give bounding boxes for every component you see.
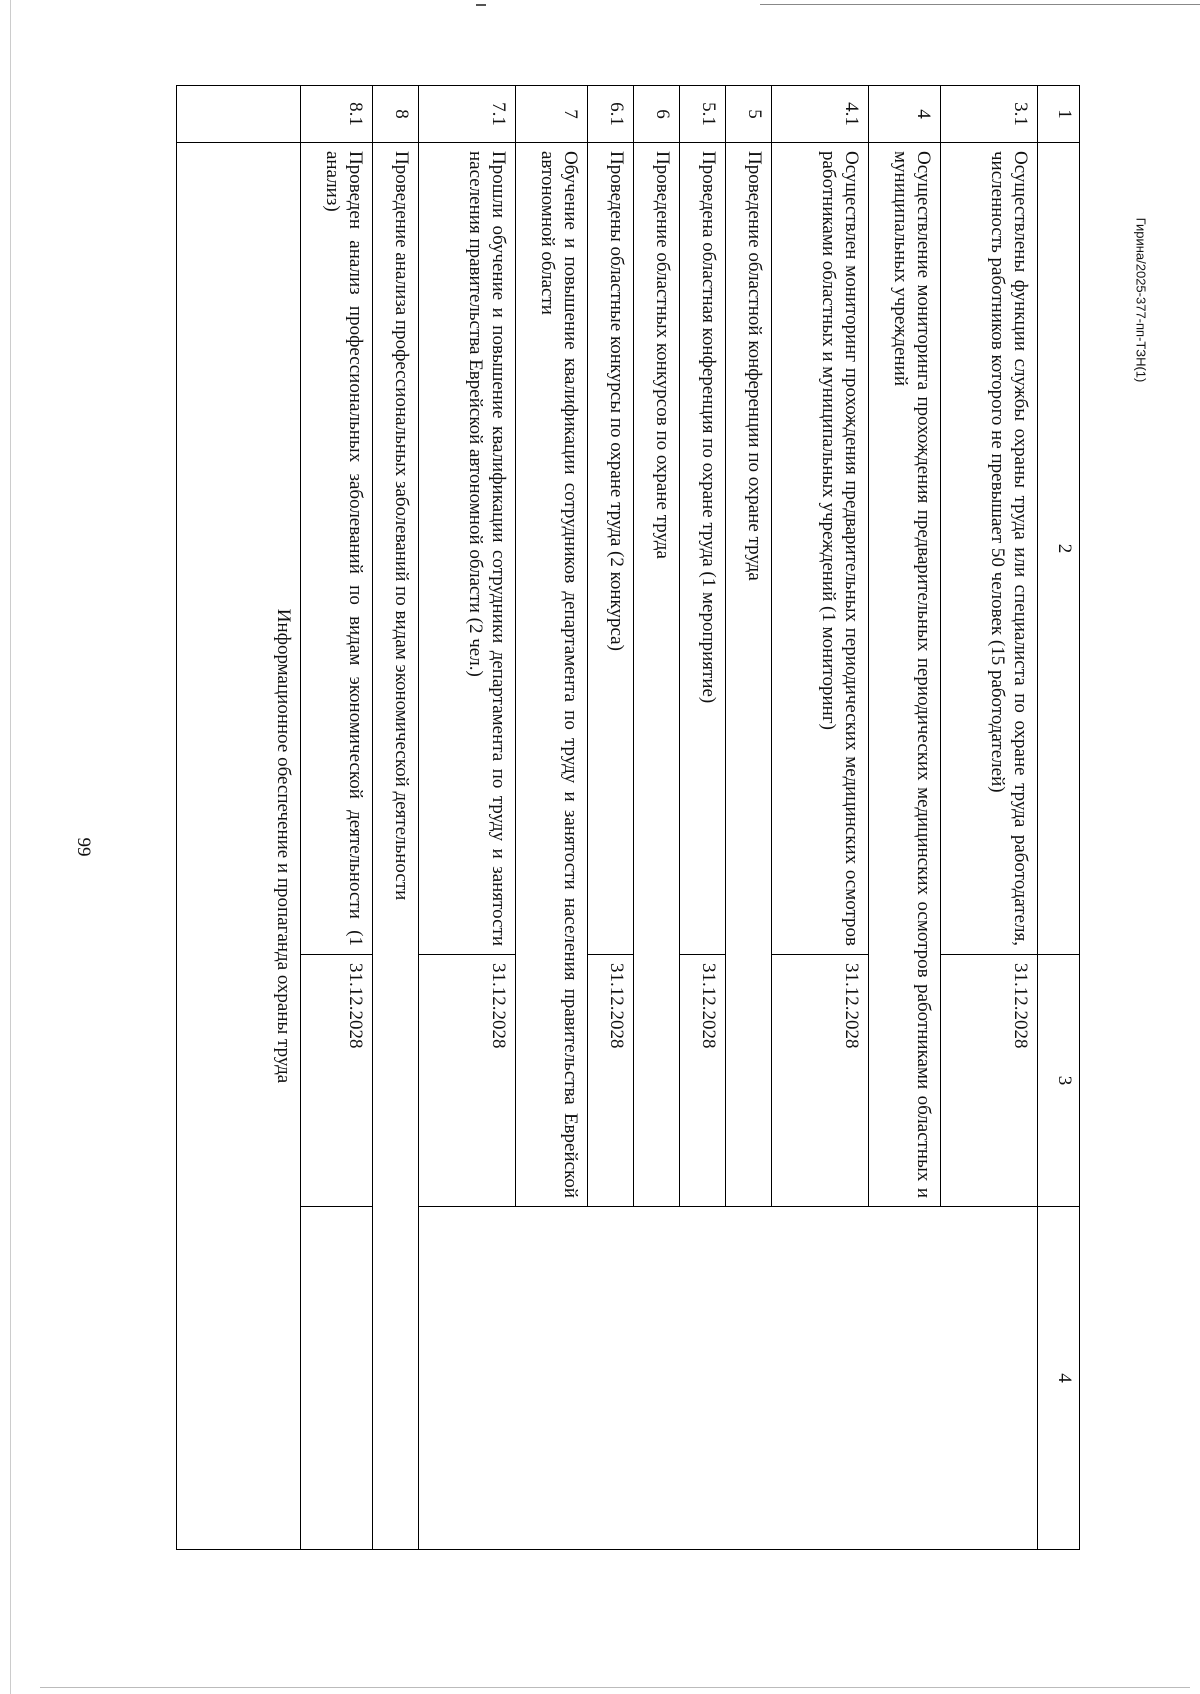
header-row	[1038, 86, 1080, 1550]
page-number: 99	[73, 837, 94, 857]
header-cell-3: 3	[1038, 955, 1080, 1207]
row-number: 7	[516, 86, 588, 143]
row-date: 31.12.2028	[301, 955, 373, 1207]
row-date: 31.12.2028	[680, 955, 726, 1207]
header-cell-4: 4	[1038, 1207, 1080, 1550]
plan-table-container	[176, 85, 1080, 1549]
scan-mark	[476, 4, 486, 6]
empty-cell	[177, 86, 301, 143]
row-date: 31.12.2028	[419, 955, 516, 1207]
table-row	[177, 86, 301, 1550]
row-date: 31.12.2028	[772, 955, 869, 1207]
plan-table	[176, 85, 1080, 1550]
document-code: Гирина/2025-377-пп-ТЗН(1)	[1133, 217, 1149, 383]
scan-top-line	[760, 4, 1200, 5]
row-text: Осуществлены функции службы охраны труда или специалиста по охране труда работодателя, численность работников которого не превышает 50 человек (15 работодателей)	[941, 143, 1038, 955]
row-text: Проведена областная конференция по охране труда (1 мероприятие)	[680, 143, 726, 955]
row-date: 31.12.2028	[941, 955, 1038, 1207]
row-text: Проведение областных конкурсов по охране труда	[634, 143, 680, 1207]
section-heading: Информационное обеспечение и пропаганда охраны труда	[177, 143, 301, 1550]
empty-column-4	[419, 1207, 1038, 1550]
row-text: Проведение областной конференции по охране труда	[726, 143, 772, 1207]
row-number: 8.1	[301, 86, 373, 143]
row-text: Проведение анализа профессиональных заболеваний по видам экономической деятельности	[373, 143, 419, 1550]
row-number: 3.1	[941, 86, 1038, 143]
table-row	[373, 86, 419, 1550]
row-text: Осуществление мониторинга прохождения предварительных периодических медицинских осмотров работниками областных и муниципальных учреждений	[869, 143, 941, 1207]
row-number: 7.1	[419, 86, 516, 143]
table-row	[301, 86, 373, 1550]
row-number: 4.1	[772, 86, 869, 143]
row-text: Обучение и повышение квалификации сотрудников департамента по труду и занятости населения правительства Еврейской автономной области	[516, 143, 588, 1207]
row-number: 5	[726, 86, 772, 143]
row-number: 6	[634, 86, 680, 143]
row-number: 4	[869, 86, 941, 143]
scan-bottom-line	[40, 1687, 1190, 1688]
row-text: Осуществлен мониторинг прохождения предварительных периодических медицинских осмотров работниками областных и муниципальных учреждений (1 мониторинг)	[772, 143, 869, 955]
row-text: Прошли обучение и повышение квалификации сотрудники департамента по труду и занятости населения правительства Еврейской автономной области (2 чел.)	[419, 143, 516, 955]
empty-cell	[301, 1207, 373, 1550]
header-cell-2: 2	[1038, 143, 1080, 955]
row-date: 31.12.2028	[588, 955, 634, 1207]
scan-edge-line	[10, 0, 11, 1694]
row-text: Проведен анализ профессиональных заболеваний по видам экономической деятельности (1 анализ)	[301, 143, 373, 955]
row-number: 8	[373, 86, 419, 143]
row-text: Проведены областные конкурсы по охране труда (2 конкурса)	[588, 143, 634, 955]
row-number: 6.1	[588, 86, 634, 143]
header-cell-1: 1	[1038, 86, 1080, 143]
row-number: 5.1	[680, 86, 726, 143]
table-row	[941, 86, 1038, 1550]
